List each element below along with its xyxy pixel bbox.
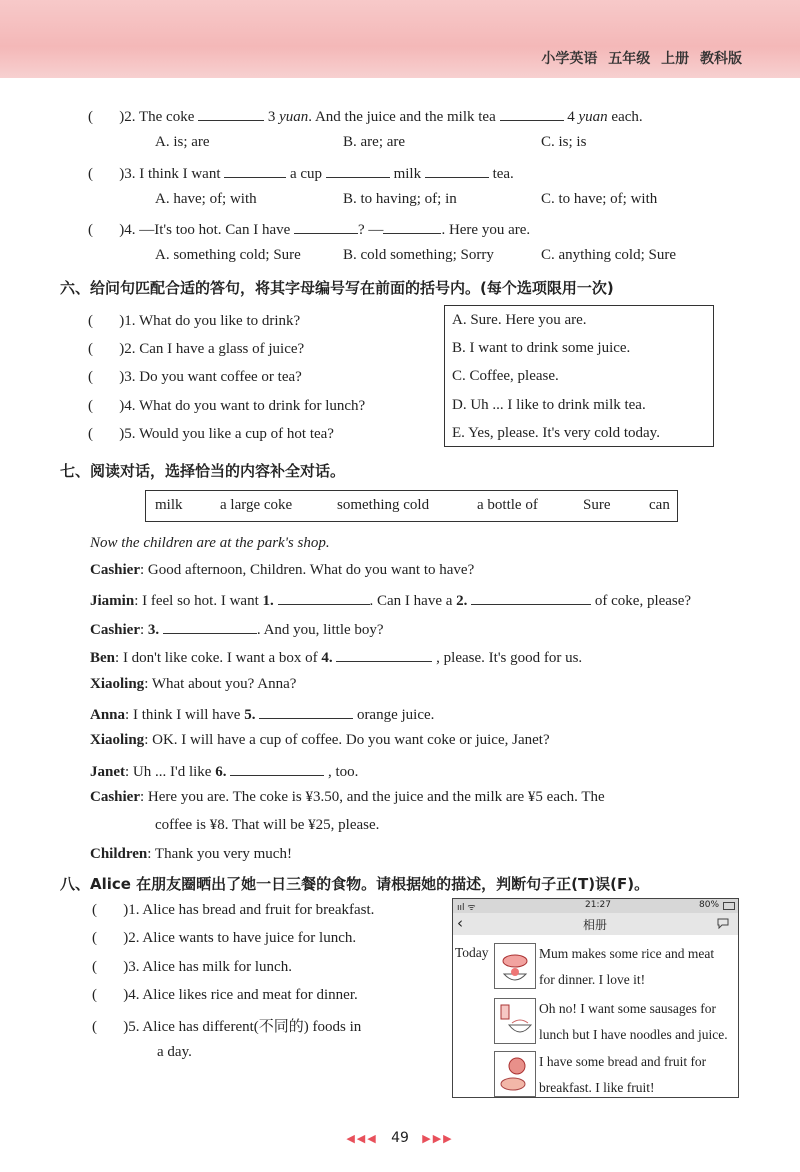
answer-b: B. I want to drink some juice. xyxy=(452,340,631,356)
q5-2-option-a: A. is; are xyxy=(155,134,210,150)
blank-3[interactable] xyxy=(163,619,257,634)
q8-5: ( )5. Alice has different(不同的) foods in xyxy=(92,1019,362,1035)
word-bank-item: something cold xyxy=(337,497,430,513)
phone-time: 21:27 xyxy=(585,900,611,910)
answer-d: D. Uh ... I like to drink milk tea. xyxy=(452,397,646,413)
post-lunch-text: Oh no! I want some sausages for lunch but I have noodles and juice. xyxy=(539,1001,728,1042)
dialogue-line: Cashier: Here you are. The coke is ¥3.50, and the juice and the milk are ¥5 each. The xyxy=(90,789,605,805)
back-chevron-icon[interactable]: ‹ xyxy=(457,914,463,932)
q5-2-stem: ( )2. The coke 3 yuan. And the juice and the milk tea 4 yuan each. xyxy=(88,106,643,126)
header-title: 小学英语 五年级 上册 教科版 xyxy=(541,51,742,67)
battery-level: 80% xyxy=(699,900,720,910)
word-bank xyxy=(145,490,678,522)
dialogue-line: Children: Thank you very much! xyxy=(90,846,292,862)
phone-nav-bar xyxy=(453,913,738,935)
section-8-title: 八、Alice 在朋友圈晒出了她一日三餐的食物。请根据她的描述，判断句子正(T)误(F)。 xyxy=(60,875,650,893)
dialogue-line: Xiaoling: OK. I will have a cup of coffee. Do you want coke or juice, Janet? xyxy=(90,732,550,748)
blank-4[interactable] xyxy=(336,647,432,662)
q8-5-continued: a day. xyxy=(157,1044,192,1060)
blank-5[interactable] xyxy=(259,704,353,719)
q6-2: ( )2. Can I have a glass of juice? xyxy=(88,341,305,357)
phone-moments-screen xyxy=(452,898,739,1098)
q5-4-option-a: A. something cold; Sure xyxy=(155,247,301,263)
dialogue-line: Jiamin: I feel so hot. I want 1. . Can I have a 2. of coke, please? xyxy=(90,590,691,610)
q5-3-stem: ( )3. I think I want a cup milk tea. xyxy=(88,163,514,183)
lunch-food-icon xyxy=(494,998,536,1044)
battery-icon xyxy=(723,902,735,910)
q8-4: ( )4. Alice likes rice and meat for dinner. xyxy=(92,987,358,1003)
word-bank-item: can xyxy=(649,497,670,513)
q8-1: ( )1. Alice has bread and fruit for breakfast. xyxy=(92,902,375,918)
post-lunch xyxy=(491,994,738,1046)
q5-3-option-a: A. have; of; with xyxy=(155,191,257,207)
q5-4-option-b: B. cold something; Sorry xyxy=(343,247,494,263)
prev-arrows-icon: ◀◀◀ xyxy=(346,1132,378,1145)
album-title: 相册 xyxy=(583,918,608,932)
dialogue-line: Anna: I think I will have 5. orange juice. xyxy=(90,704,434,724)
q6-3: ( )3. Do you want coffee or tea? xyxy=(88,369,302,385)
blank-1[interactable] xyxy=(278,590,370,605)
q5-4-stem: ( )4. —It's too hot. Can I have ? — . Here you are. xyxy=(88,219,530,239)
q5-4-option-c: C. anything cold; Sure xyxy=(541,247,676,263)
post-breakfast-text: I have some bread and fruit for breakfast. I like fruit! xyxy=(539,1054,707,1095)
dialogue-line: Janet: Uh ... I'd like 6. , too. xyxy=(90,761,358,781)
dialogue-line: Cashier: 3. . And you, little boy? xyxy=(90,619,384,639)
q5-2-option-c: C. is; is xyxy=(541,134,587,150)
word-bank-item: Sure xyxy=(583,497,611,513)
word-bank-item: a large coke xyxy=(220,497,293,513)
post-dinner-text: Mum makes some rice and meat for dinner. I love it! xyxy=(539,946,715,987)
dialogue-line: Ben: I don't like coke. I want a box of 4. , please. It's good for us. xyxy=(90,647,582,667)
signal-icon: ııl ᯤ xyxy=(457,903,476,913)
blank-6[interactable] xyxy=(230,761,324,776)
next-arrows-icon: ▶▶▶ xyxy=(422,1132,454,1145)
answer-e: E. Yes, please. It's very cold today. xyxy=(452,425,660,441)
dialogue-line: Xiaoling: What about you? Anna? xyxy=(90,676,297,692)
phone-status-bar xyxy=(453,899,738,913)
q6-4: ( )4. What do you want to drink for lunch? xyxy=(88,398,366,414)
section-7-title: 七、阅读对话，选择恰当的内容补全对话。 xyxy=(60,462,346,480)
today-label: Today xyxy=(455,945,489,960)
dialogue-intro: Now the children are at the park's shop. xyxy=(90,535,330,551)
breakfast-food-icon xyxy=(494,1051,536,1097)
answer-a: A. Sure. Here you are. xyxy=(452,312,587,328)
post-breakfast xyxy=(491,1047,738,1099)
page-footer xyxy=(0,1130,800,1146)
dialogue-line: coffee is ¥8. That will be ¥25, please. xyxy=(155,817,380,833)
dinner-food-icon xyxy=(494,943,536,989)
q8-3: ( )3. Alice has milk for lunch. xyxy=(92,959,292,975)
q5-3-option-b: B. to having; of; in xyxy=(343,191,457,207)
section-6-title: 六、给问句匹配合适的答句，将其字母编号写在前面的括号内。(每个选项限用一次) xyxy=(60,279,614,297)
q6-5: ( )5. Would you like a cup of hot tea? xyxy=(88,426,334,442)
q5-2-option-b: B. are; are xyxy=(343,134,406,150)
word-bank-item: a bottle of xyxy=(477,497,538,513)
blank-2[interactable] xyxy=(471,590,591,605)
page-number: 49 xyxy=(391,1130,409,1146)
comment-icon[interactable] xyxy=(717,918,729,929)
post-dinner xyxy=(491,939,738,991)
q5-3-option-c: C. to have; of; with xyxy=(541,191,658,207)
q8-2: ( )2. Alice wants to have juice for lunch. xyxy=(92,930,357,946)
word-bank-item: milk xyxy=(155,497,183,513)
q6-1: ( )1. What do you like to drink? xyxy=(88,313,301,329)
answer-c: C. Coffee, please. xyxy=(452,368,559,384)
dialogue-line: Cashier: Good afternoon, Children. What do you want to have? xyxy=(90,562,475,578)
